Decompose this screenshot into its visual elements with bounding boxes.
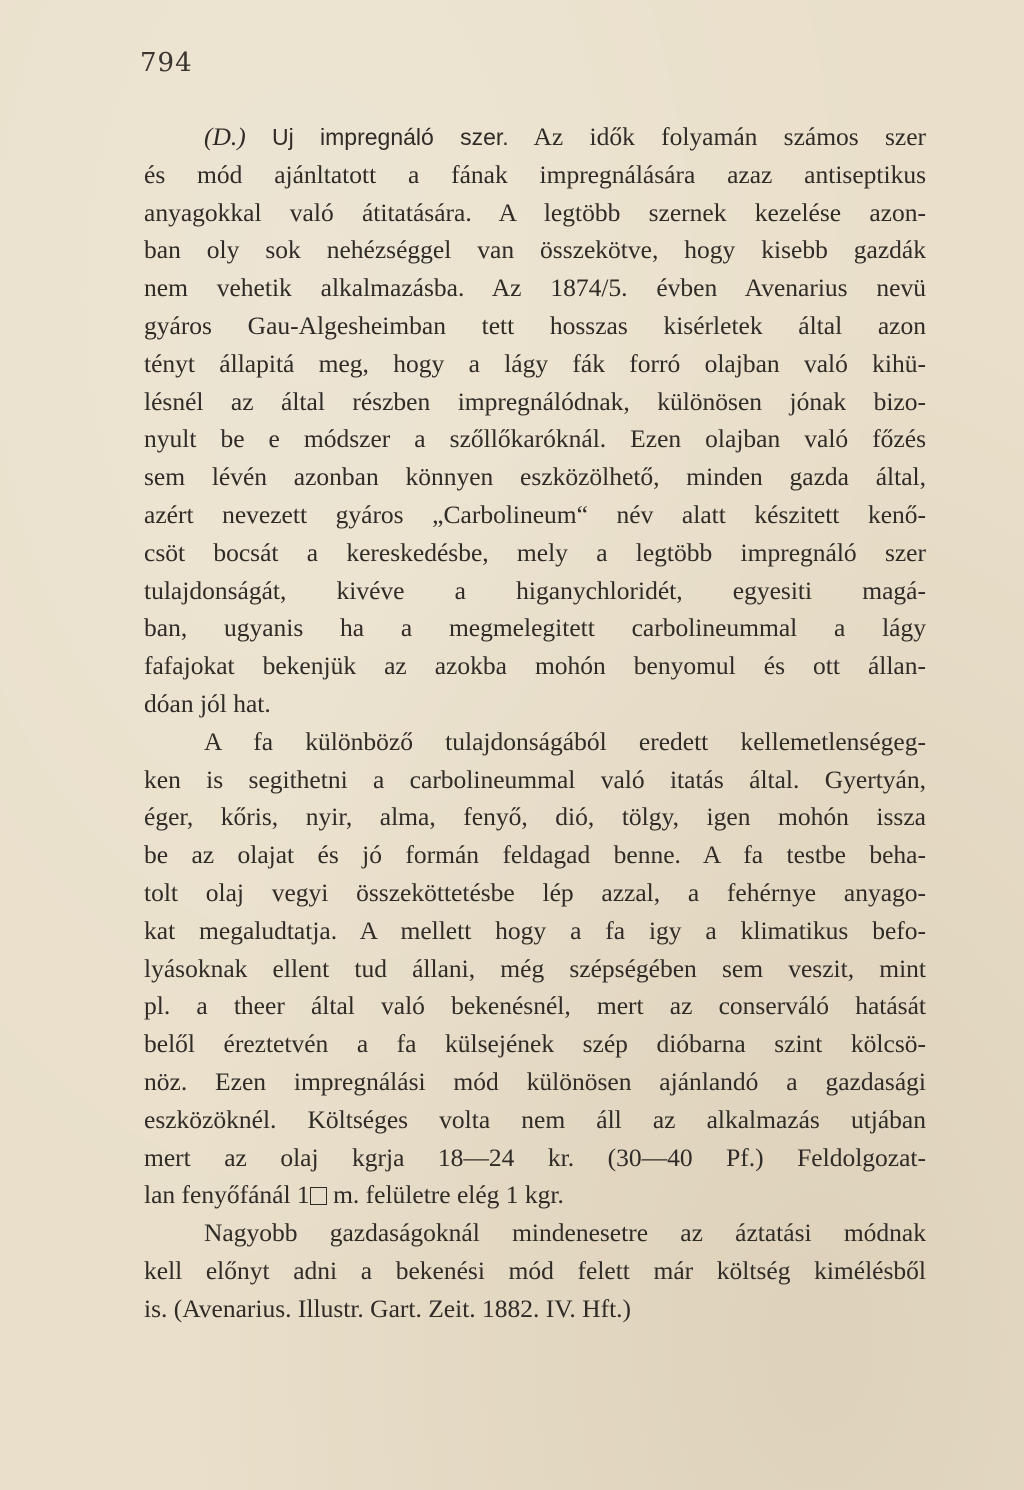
page-number: 794: [140, 48, 193, 78]
text-line: kell előnyt adni a bekenési mód felett már költség kimélésből: [144, 1255, 926, 1285]
text-line: is. (Avenarius. Illustr. Gart. Zeit. 1882. IV. Hft.): [144, 1293, 632, 1323]
text-line: nyult be e módszer a szőllőkaróknál. Ezen olajban való főzés: [144, 424, 926, 454]
text-line: pl. a theer által való bekenésnél, mert az conserváló hatását: [144, 991, 926, 1021]
text-line: mert az olaj kgrja 18—24 kr. (30—40 Pf.) Feldolgozat-: [144, 1142, 926, 1172]
text-line: lyásoknak ellent tud állani, még szépségében sem veszit, mint: [144, 953, 926, 983]
text-line: kat megaludtatja. A mellett hogy a fa igy a klimatikus befo-: [144, 915, 926, 945]
text-line-content: Az idők folyamán számos szer: [508, 122, 926, 151]
text-line: [144, 1176, 926, 1214]
section-title: Uj impregnáló szer.: [272, 124, 509, 150]
text-line: belől éreztetvén a fa külsejének szép dióbarna szint kölcsö-: [144, 1029, 926, 1059]
text-line: anyagokkal való átitatására. A legtöbb szernek kezelése azon-: [144, 197, 926, 227]
text-line: csöt bocsát a kereskedésbe, mely a legtöbb impregnáló szer: [144, 537, 926, 567]
text-line: ban oly sok nehézséggel van összekötve, hogy kisebb gazdák: [144, 235, 926, 265]
text-line: eszközöknél. Költséges volta nem áll az alkalmazás utjában: [144, 1104, 926, 1134]
text-line: fafajokat bekenjük az azokba mohón benyomul és ott állan-: [144, 651, 926, 681]
text-line: [144, 118, 926, 156]
text-line: dóan jól hat.: [144, 688, 271, 718]
text-line: tolt olaj vegyi összeköttetésbe lép azzal, a fehérnye anyago-: [144, 877, 926, 907]
text-line: nem vehetik alkalmazásba. Az 1874/5. évben Avenarius nevü: [144, 273, 926, 303]
text-line: tulajdonságát, kivéve a higanychloridét, egyesiti magá-: [144, 575, 926, 605]
text-line: azért nevezett gyáros „Carbolineum“ név alatt készitett kenő-: [144, 499, 926, 529]
article-body: [144, 118, 926, 1328]
text-line: ken is segithetni a carbolineummal való itatás által. Gyertyán,: [144, 764, 926, 794]
section-label: (D.): [204, 122, 246, 151]
text-line: éger, kőris, nyir, alma, fenyő, dió, tölgy, igen mohón issza: [144, 802, 926, 832]
text-line: be az olajat és jó formán feldagad benne. A fa testbe beha-: [144, 840, 926, 870]
text-line: tényt állapitá meg, hogy a lágy fák forró olajban való kihü-: [144, 348, 926, 378]
text-line: Nagyobb gazdaságoknál mindenesetre az áztatási módnak: [204, 1218, 926, 1248]
text-line: és mód ajánltatott a fának impregnálására azaz antiseptikus: [144, 159, 926, 189]
text-line-before-symbol: lan fenyőfánál 1: [144, 1180, 310, 1210]
square-meter-symbol: [310, 1187, 327, 1205]
text-line: gyáros Gau-Algesheimban tett hosszas kisérletek által azon: [144, 310, 926, 340]
text-line: lésnél az által részben impregnálódnak, különösen jónak bizo-: [144, 386, 926, 416]
text-line-after-symbol: m. felületre elég 1 kgr.: [326, 1180, 564, 1210]
text-line: sem lévén azonban könnyen eszközölhető, minden gazda által,: [144, 462, 926, 492]
text-line: nöz. Ezen impregnálási mód különösen ajánlandó a gazdasági: [144, 1066, 926, 1096]
text-line: A fa különböző tulajdonságából eredett kellemetlenségeg-: [204, 726, 926, 756]
text-line: ban, ugyanis ha a megmelegitett carbolineummal a lágy: [144, 613, 926, 643]
